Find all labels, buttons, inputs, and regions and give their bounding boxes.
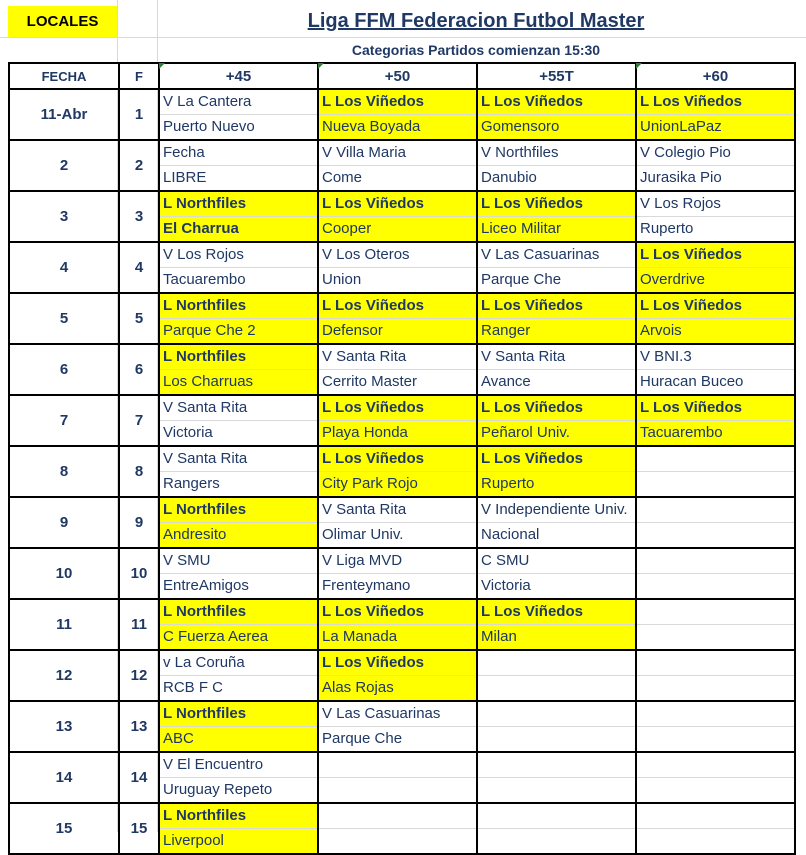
match-cell[interactable] bbox=[159, 293, 318, 344]
match-cell[interactable] bbox=[636, 446, 795, 497]
match-venue-line: L Northfiles bbox=[160, 192, 317, 217]
match-cell[interactable] bbox=[477, 599, 636, 650]
match-opponent-line bbox=[637, 778, 794, 802]
match-opponent-line: Liverpool bbox=[163, 832, 224, 849]
match-opponent-line: Avance bbox=[481, 373, 531, 390]
match-venue-line: V Santa Rita bbox=[319, 345, 476, 370]
match-cell[interactable] bbox=[159, 599, 318, 650]
f-number-cell[interactable]: 4 bbox=[119, 242, 159, 293]
match-opponent-line bbox=[478, 727, 635, 751]
fecha-cell[interactable]: 7 bbox=[9, 395, 119, 446]
match-opponent-line: Huracan Buceo bbox=[640, 373, 744, 390]
match-venue-line bbox=[478, 804, 635, 829]
match-cell[interactable] bbox=[318, 191, 477, 242]
match-venue-line bbox=[319, 753, 476, 778]
match-cell[interactable] bbox=[477, 89, 636, 140]
match-opponent-line: Rangers bbox=[163, 475, 220, 492]
match-opponent-line: Peñarol Univ. bbox=[481, 424, 570, 441]
match-opponent-line bbox=[637, 472, 794, 496]
match-opponent-line bbox=[637, 574, 794, 598]
match-venue-line: L Los Viñedos bbox=[478, 600, 635, 625]
fixture-row bbox=[9, 242, 795, 293]
match-venue-line: L Northfiles bbox=[160, 294, 317, 319]
match-venue-line: V Independiente Univ. bbox=[478, 498, 635, 523]
match-opponent-line: Victoria bbox=[481, 577, 531, 594]
match-venue-line: L Los Viñedos bbox=[478, 90, 635, 115]
match-opponent-line bbox=[637, 625, 794, 649]
column-header-category[interactable]: +45 bbox=[159, 63, 318, 89]
match-opponent-line: Nueva Boyada bbox=[322, 118, 421, 135]
match-venue-line: L Northfiles bbox=[160, 498, 317, 523]
locales-label-cell[interactable]: LOCALES bbox=[8, 6, 117, 37]
match-opponent-line bbox=[637, 829, 794, 853]
match-venue-line bbox=[637, 804, 794, 829]
match-opponent-line: City Park Rojo bbox=[322, 475, 418, 492]
match-opponent-line bbox=[637, 727, 794, 751]
match-opponent-line bbox=[319, 778, 476, 802]
match-cell[interactable] bbox=[159, 89, 318, 140]
match-venue-line bbox=[478, 651, 635, 676]
fecha-cell[interactable]: 13 bbox=[9, 701, 119, 752]
match-opponent-line: Cooper bbox=[322, 220, 372, 237]
match-venue-line: V Santa Rita bbox=[160, 396, 317, 421]
fixture-row bbox=[9, 752, 795, 803]
match-cell[interactable] bbox=[159, 242, 318, 293]
match-cell[interactable] bbox=[318, 650, 477, 701]
fecha-cell[interactable]: 8 bbox=[9, 446, 119, 497]
match-venue-line bbox=[637, 753, 794, 778]
match-opponent-line: Ruperto bbox=[481, 475, 535, 492]
fixture-row bbox=[9, 599, 795, 650]
match-cell[interactable] bbox=[636, 89, 795, 140]
schedule-subtitle[interactable]: Categorias Partidos comienzan 15:30 bbox=[351, 42, 601, 58]
match-cell[interactable] bbox=[636, 242, 795, 293]
match-cell[interactable] bbox=[477, 650, 636, 701]
match-opponent-line: Jurasika Pio bbox=[640, 169, 722, 186]
match-venue-line: V Las Casuarinas bbox=[478, 243, 635, 268]
match-cell[interactable] bbox=[159, 191, 318, 242]
fecha-cell[interactable]: 11 bbox=[9, 599, 119, 650]
match-venue-line bbox=[478, 702, 635, 727]
match-venue-line: V Las Casuarinas bbox=[319, 702, 476, 727]
match-opponent-line: Frenteymano bbox=[322, 577, 411, 594]
match-cell[interactable] bbox=[477, 242, 636, 293]
match-opponent-line: Parque Che bbox=[322, 730, 403, 747]
fixture-row bbox=[9, 497, 795, 548]
fixture-row bbox=[9, 446, 795, 497]
match-opponent-line: Alas Rojas bbox=[322, 679, 394, 696]
column-header-f[interactable]: F bbox=[119, 63, 159, 89]
match-venue-line: L Los Viñedos bbox=[319, 90, 476, 115]
fixture-row bbox=[9, 89, 795, 140]
fecha-cell[interactable]: 4 bbox=[9, 242, 119, 293]
match-cell[interactable] bbox=[318, 752, 477, 803]
header-row bbox=[9, 63, 795, 89]
fecha-cell[interactable]: 14 bbox=[9, 752, 119, 803]
column-header-category[interactable]: +50 bbox=[318, 63, 477, 89]
match-cell[interactable] bbox=[477, 752, 636, 803]
match-cell[interactable] bbox=[636, 140, 795, 191]
fecha-cell[interactable]: 6 bbox=[9, 344, 119, 395]
match-venue-line: V Northfiles bbox=[478, 141, 635, 166]
fixture-row bbox=[9, 140, 795, 191]
match-opponent-line: Nacional bbox=[481, 526, 540, 543]
fixture-row bbox=[9, 344, 795, 395]
match-opponent-line: Liceo Militar bbox=[481, 220, 562, 237]
match-venue-line bbox=[637, 702, 794, 727]
comment-marker-icon bbox=[318, 63, 324, 69]
match-venue-line: V Los Oteros bbox=[319, 243, 476, 268]
match-cell[interactable] bbox=[159, 548, 318, 599]
f-number-cell[interactable]: 10 bbox=[119, 548, 159, 599]
match-venue-line: V Colegio Pio bbox=[637, 141, 794, 166]
f-number-cell[interactable]: 5 bbox=[119, 293, 159, 344]
fecha-cell[interactable]: 9 bbox=[9, 497, 119, 548]
fecha-cell[interactable]: 3 bbox=[9, 191, 119, 242]
match-opponent-line: EntreAmigos bbox=[163, 577, 249, 594]
match-opponent-line: Parque Che bbox=[481, 271, 562, 288]
comment-marker-icon bbox=[159, 63, 165, 69]
match-opponent-line: La Manada bbox=[322, 628, 398, 645]
match-opponent-line: Cerrito Master bbox=[322, 373, 418, 390]
match-cell[interactable] bbox=[318, 242, 477, 293]
match-cell[interactable] bbox=[318, 395, 477, 446]
match-cell[interactable] bbox=[477, 497, 636, 548]
match-opponent-line: Tacuarembo bbox=[163, 271, 246, 288]
match-cell[interactable] bbox=[477, 140, 636, 191]
match-opponent-line: Overdrive bbox=[640, 271, 706, 288]
match-cell[interactable] bbox=[636, 548, 795, 599]
match-opponent-line: UnionLaPaz bbox=[640, 118, 722, 135]
match-venue-line: V SMU bbox=[160, 549, 317, 574]
fixture-row bbox=[9, 548, 795, 599]
match-cell[interactable] bbox=[318, 293, 477, 344]
match-cell[interactable] bbox=[477, 803, 636, 854]
match-opponent-line: Andresito bbox=[163, 526, 227, 543]
column-header-category[interactable]: +60 bbox=[636, 63, 795, 89]
match-cell[interactable] bbox=[477, 395, 636, 446]
match-venue-line: L Los Viñedos bbox=[478, 396, 635, 421]
fecha-cell[interactable]: 11-Abr bbox=[9, 89, 119, 140]
fecha-cell[interactable]: 12 bbox=[9, 650, 119, 701]
match-venue-line bbox=[637, 498, 794, 523]
match-cell[interactable] bbox=[318, 140, 477, 191]
f-number-cell[interactable]: 12 bbox=[119, 650, 159, 701]
match-opponent-line: Come bbox=[322, 169, 363, 186]
f-number-cell[interactable]: 3 bbox=[119, 191, 159, 242]
match-venue-line: L Los Viñedos bbox=[637, 294, 794, 319]
match-opponent-line: Defensor bbox=[322, 322, 383, 339]
f-number-cell[interactable]: 15 bbox=[119, 803, 159, 854]
match-venue-line: L Northfiles bbox=[160, 345, 317, 370]
match-venue-line: L Northfiles bbox=[160, 804, 317, 829]
fixture-row bbox=[9, 395, 795, 446]
match-opponent-line bbox=[478, 676, 635, 700]
match-cell[interactable] bbox=[477, 701, 636, 752]
match-cell[interactable] bbox=[318, 548, 477, 599]
f-number-cell[interactable]: 8 bbox=[119, 446, 159, 497]
fixture-row bbox=[9, 803, 795, 854]
match-cell[interactable] bbox=[636, 293, 795, 344]
match-venue-line: L Los Viñedos bbox=[319, 294, 476, 319]
match-venue-line: V Santa Rita bbox=[160, 447, 317, 472]
comment-marker-icon bbox=[636, 63, 642, 69]
column-header-category[interactable]: +55T bbox=[477, 63, 636, 89]
match-venue-line: L Los Viñedos bbox=[319, 651, 476, 676]
match-cell[interactable] bbox=[636, 701, 795, 752]
fixture-body bbox=[9, 89, 795, 854]
match-opponent-line: Uruguay Repeto bbox=[163, 781, 273, 798]
match-cell[interactable] bbox=[636, 191, 795, 242]
match-opponent-line: C Fuerza Aerea bbox=[163, 628, 269, 645]
match-venue-line bbox=[637, 651, 794, 676]
match-cell[interactable] bbox=[159, 395, 318, 446]
match-venue-line bbox=[637, 549, 794, 574]
match-opponent-line bbox=[637, 523, 794, 547]
match-opponent-line: Parque Che 2 bbox=[163, 322, 256, 339]
match-opponent-line: Ruperto bbox=[640, 220, 694, 237]
match-venue-line: V Los Rojos bbox=[160, 243, 317, 268]
match-cell[interactable] bbox=[636, 497, 795, 548]
match-cell[interactable] bbox=[318, 497, 477, 548]
match-opponent-line: ABC bbox=[163, 730, 194, 747]
match-opponent-line: Olimar Univ. bbox=[322, 526, 404, 543]
match-opponent-line: Victoria bbox=[163, 424, 213, 441]
match-opponent-line: Los Charruas bbox=[163, 373, 254, 390]
match-venue-line: L Los Viñedos bbox=[637, 243, 794, 268]
match-cell[interactable] bbox=[159, 752, 318, 803]
match-venue-line bbox=[319, 804, 476, 829]
match-venue-line: v La Coruña bbox=[160, 651, 317, 676]
match-venue-line: L Northfiles bbox=[160, 600, 317, 625]
match-cell[interactable] bbox=[636, 650, 795, 701]
match-cell[interactable] bbox=[318, 701, 477, 752]
match-venue-line: L Los Viñedos bbox=[637, 90, 794, 115]
match-venue-line: V BNI.3 bbox=[637, 345, 794, 370]
match-opponent-line: Gomensoro bbox=[481, 118, 560, 135]
match-venue-line: V El Encuentro bbox=[160, 753, 317, 778]
match-venue-line: V La Cantera bbox=[160, 90, 317, 115]
match-venue-line: Fecha bbox=[160, 141, 317, 166]
fecha-cell[interactable]: 5 bbox=[9, 293, 119, 344]
match-venue-line bbox=[478, 753, 635, 778]
match-venue-line: C SMU bbox=[478, 549, 635, 574]
fecha-cell[interactable]: 10 bbox=[9, 548, 119, 599]
match-cell[interactable] bbox=[636, 344, 795, 395]
match-opponent-line: El Charrua bbox=[163, 220, 239, 237]
match-cell[interactable] bbox=[477, 191, 636, 242]
match-cell[interactable] bbox=[159, 497, 318, 548]
f-number-cell[interactable]: 7 bbox=[119, 395, 159, 446]
match-cell[interactable] bbox=[318, 599, 477, 650]
column-header-fecha[interactable]: FECHA bbox=[9, 63, 119, 89]
match-opponent-line bbox=[637, 676, 794, 700]
match-cell[interactable] bbox=[636, 599, 795, 650]
match-venue-line bbox=[637, 447, 794, 472]
match-cell[interactable] bbox=[159, 344, 318, 395]
fixture-row bbox=[9, 293, 795, 344]
f-number-cell[interactable]: 2 bbox=[119, 140, 159, 191]
match-venue-line: V Liga MVD bbox=[319, 549, 476, 574]
match-opponent-line: Danubio bbox=[481, 169, 537, 186]
match-opponent-line: Tacuarembo bbox=[640, 424, 723, 441]
fecha-cell[interactable]: 15 bbox=[9, 803, 119, 854]
match-cell[interactable] bbox=[159, 446, 318, 497]
match-opponent-line: Playa Honda bbox=[322, 424, 408, 441]
match-venue-line bbox=[637, 600, 794, 625]
match-cell[interactable] bbox=[318, 89, 477, 140]
match-venue-line: L Los Viñedos bbox=[319, 600, 476, 625]
match-opponent-line: RCB F C bbox=[163, 679, 223, 696]
match-cell[interactable] bbox=[159, 803, 318, 854]
f-number-cell[interactable]: 1 bbox=[119, 89, 159, 140]
match-cell[interactable] bbox=[318, 446, 477, 497]
match-cell[interactable] bbox=[318, 803, 477, 854]
match-venue-line: V Villa Maria bbox=[319, 141, 476, 166]
f-number-cell[interactable]: 9 bbox=[119, 497, 159, 548]
match-cell[interactable] bbox=[477, 446, 636, 497]
fecha-cell[interactable]: 2 bbox=[9, 140, 119, 191]
match-cell[interactable] bbox=[477, 293, 636, 344]
match-opponent-line bbox=[478, 829, 635, 853]
match-cell[interactable] bbox=[636, 803, 795, 854]
match-venue-line: L Los Viñedos bbox=[637, 396, 794, 421]
match-cell[interactable] bbox=[159, 701, 318, 752]
match-venue-line: V Los Rojos bbox=[637, 192, 794, 217]
league-title[interactable]: Liga FFM Federacion Futbol Master bbox=[307, 10, 645, 32]
match-cell[interactable] bbox=[159, 140, 318, 191]
match-opponent-line: Ranger bbox=[481, 322, 531, 339]
match-venue-line: L Los Viñedos bbox=[478, 192, 635, 217]
match-opponent-line: Union bbox=[322, 271, 362, 288]
match-opponent-line bbox=[319, 829, 476, 853]
match-opponent-line: Puerto Nuevo bbox=[163, 118, 255, 135]
match-opponent-line: Milan bbox=[481, 628, 517, 645]
match-cell[interactable] bbox=[477, 548, 636, 599]
f-number-cell[interactable]: 14 bbox=[119, 752, 159, 803]
match-cell[interactable] bbox=[477, 344, 636, 395]
f-number-cell[interactable]: 11 bbox=[119, 599, 159, 650]
match-venue-line: L Los Viñedos bbox=[478, 294, 635, 319]
match-venue-line: L Los Viñedos bbox=[319, 192, 476, 217]
match-venue-line: V Santa Rita bbox=[478, 345, 635, 370]
fixture-table bbox=[8, 62, 796, 855]
match-venue-line: L Los Viñedos bbox=[478, 447, 635, 472]
match-venue-line: V Santa Rita bbox=[319, 498, 476, 523]
f-number-cell[interactable]: 13 bbox=[119, 701, 159, 752]
match-cell[interactable] bbox=[159, 650, 318, 701]
match-venue-line: L Los Viñedos bbox=[319, 396, 476, 421]
match-cell[interactable] bbox=[636, 395, 795, 446]
f-number-cell[interactable]: 6 bbox=[119, 344, 159, 395]
fixture-row bbox=[9, 701, 795, 752]
match-venue-line: L Northfiles bbox=[160, 702, 317, 727]
match-opponent-line: LIBRE bbox=[163, 169, 207, 186]
match-cell[interactable] bbox=[318, 344, 477, 395]
match-opponent-line bbox=[478, 778, 635, 802]
match-venue-line: L Los Viñedos bbox=[319, 447, 476, 472]
fixture-row bbox=[9, 650, 795, 701]
fixture-row bbox=[9, 191, 795, 242]
match-opponent-line: Arvois bbox=[640, 322, 682, 339]
match-cell[interactable] bbox=[636, 752, 795, 803]
